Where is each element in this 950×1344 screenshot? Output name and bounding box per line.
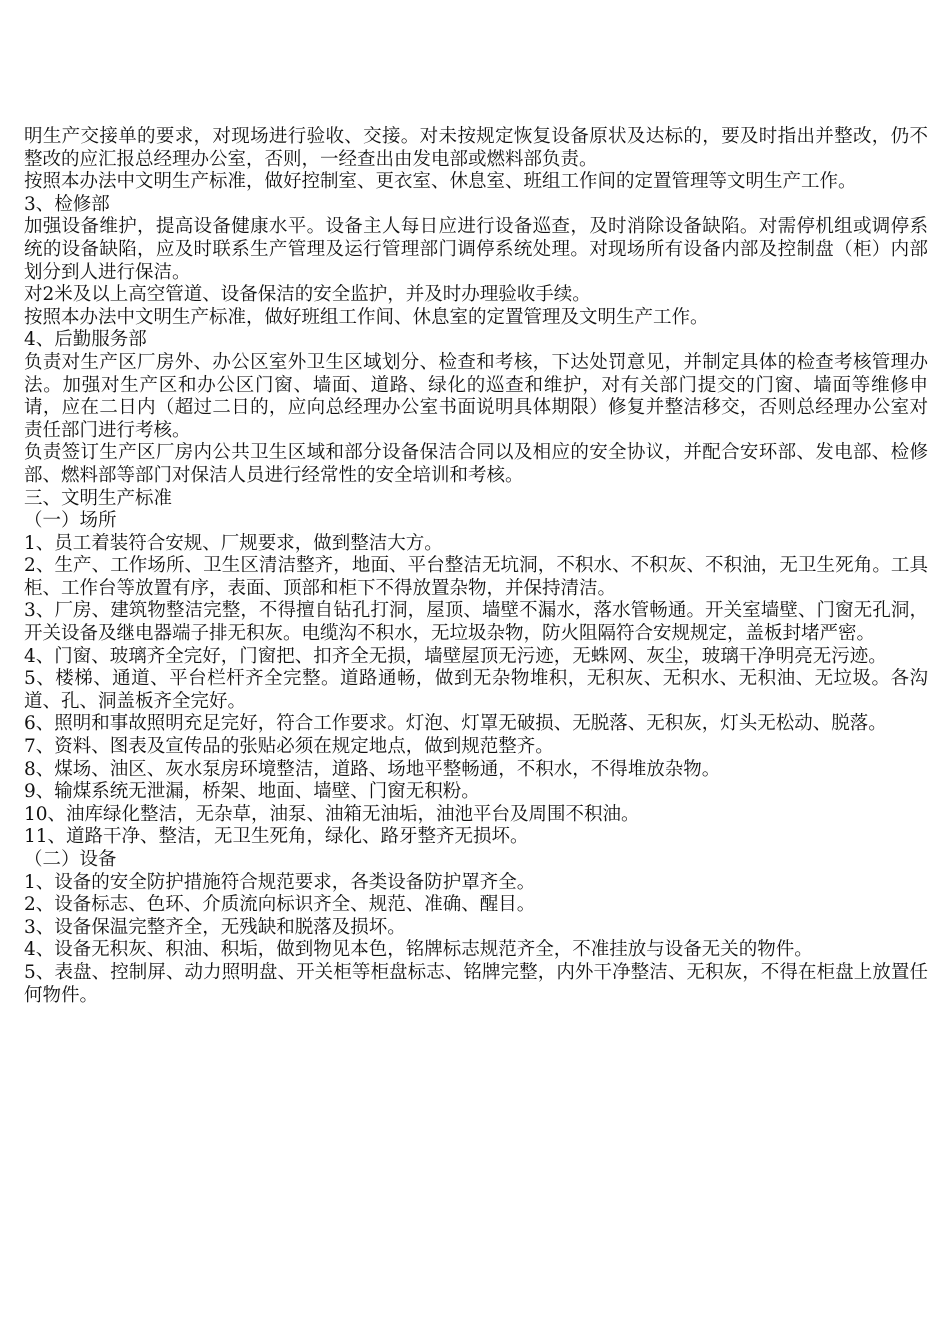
- list-item-premises-10: 10、油库绿化整洁，无杂草，油泵、油箱无油垢，油池平台及周围不积油。: [24, 803, 640, 825]
- paragraph-equipment-maintenance: 加强设备维护，提高设备健康水平。设备主人每日应进行设备巡查，及时消除设备缺陷。对需停机组或调停系统的设备缺陷，应及时联系生产管理及运行管理部门调停系统处理。对现场所有设备内部及控制盘（柜）内部划分到人进行保洁。: [24, 216, 928, 283]
- heading-section-three: 三、文明生产标准: [24, 487, 173, 509]
- paragraph-continuation: 明生产交接单的要求，对现场进行验收、交接。对未按规定恢复设备原状及达标的，要及时指出并整改，仍不整改的应汇报总经理办公室，否则，一经查出由发电部或燃料部负责。: [24, 126, 928, 170]
- list-item-premises-6: 6、照明和事故照明充足完好，符合工作要求。灯泡、灯罩无破损、无脱落、无积灰，灯头无松动、脱落。: [24, 713, 887, 735]
- list-item-premises-9: 9、输煤系统无泄漏，桥架、地面、墙壁、门窗无积粉。: [24, 781, 480, 803]
- list-item-equipment-4: 4、设备无积灰、积油、积垢，做到物见本色，铭牌标志规范齐全，不准挂放与设备无关的物件。: [24, 939, 813, 961]
- list-item-premises-4: 4、门窗、玻璃齐全完好，门窗把、扣齐全无损，墙壁屋顶无污迹，无蛛网、灰尘，玻璃干净明亮无污迹。: [24, 645, 887, 667]
- document-body: [24, 126, 928, 1007]
- list-item-equipment-1: 1、设备的安全防护措施符合规范要求，各类设备防护罩齐全。: [24, 871, 536, 893]
- heading-logistics-dept: 4、后勤服务部: [24, 329, 147, 351]
- list-item-equipment-3: 3、设备保温完整齐全，无残缺和脱落及损坏。: [24, 916, 406, 938]
- heading-premises: （一）场所: [24, 510, 117, 532]
- list-item-premises-2: 2、生产、工作场所、卫生区清洁整齐，地面、平台整洁无坑洞，不积水、不积灰、不积油，无卫生死角。工具柜、工作台等放置有序，表面、顶部和柜下不得放置杂物，并保持清洁。: [24, 555, 928, 599]
- list-item-equipment-2: 2、设备标志、色环、介质流向标识齐全、规范、准确、醒目。: [24, 894, 536, 916]
- paragraph-outdoor-hygiene: 负责对生产区厂房外、办公区室外卫生区域划分、检查和考核，下达处罚意见，并制定具体的检查考核管理办法。加强对生产区和办公区门窗、墙面、道路、绿化的巡查和维护，对有关部门提交的门窗、墙面等维修申请，应在二日内（超过二日的，应向总经理办公室书面说明具体期限）修复并整洁移交，否则总经理办公室对责任部门进行考核。: [24, 351, 928, 441]
- list-item-premises-11: 11、道路干净、整洁，无卫生死角，绿化、路牙整齐无损坏。: [24, 826, 529, 848]
- list-item-premises-7: 7、资料、图表及宣传品的张贴必须在规定地点，做到规范整齐。: [24, 736, 554, 758]
- paragraph-team-workroom: 按照本办法中文明生产标准，做好班组工作间、休息室的定置管理及文明生产工作。: [24, 306, 709, 328]
- list-item-equipment-5: 5、表盘、控制屏、动力照明盘、开关柜等柜盘标志、铭牌完整，内外干净整洁、无积灰，不得在柜盘上放置任何物件。: [24, 961, 928, 1006]
- list-item-premises-5: 5、楼梯、通道、平台栏杆齐全完整。道路通畅，做到无杂物堆积，无积灰、无积水、无积油、无垃圾。各沟道、孔、洞盖板齐全完好。: [24, 668, 928, 712]
- list-item-premises-3: 3、厂房、建筑物整洁完整，不得擅自钻孔打洞，屋顶、墙壁不漏水，落水管畅通。开关室墙壁、门窗无孔洞，开关设备及继电器端子排无积灰。电缆沟不积水，无垃圾杂物，防火阻隔符合安规规定，盖板封堵严密。: [24, 600, 928, 645]
- paragraph-high-altitude: 对2米及以上高空管道、设备保洁的安全监护，并及时办理验收手续。: [24, 284, 591, 306]
- list-item-premises-8: 8、煤场、油区、灰水泵房环境整洁，道路、场地平整畅通，不积水，不得堆放杂物。: [24, 758, 721, 780]
- list-item-premises-1: 1、员工着装符合安规、厂规要求，做到整洁大方。: [24, 532, 443, 554]
- heading-maintenance-dept: 3、检修部: [24, 193, 110, 215]
- paragraph-control-room: 按照本办法中文明生产标准，做好控制室、更衣室、休息室、班组工作间的定置管理等文明生产工作。: [24, 171, 857, 193]
- heading-equipment: （二）设备: [24, 849, 117, 870]
- paragraph-cleaning-contract: 负责签订生产区厂房内公共卫生区域和部分设备保洁合同以及相应的安全协议，并配合安环部、发电部、检修部、燃料部等部门对保洁人员进行经常性的安全培训和考核。: [24, 442, 928, 486]
